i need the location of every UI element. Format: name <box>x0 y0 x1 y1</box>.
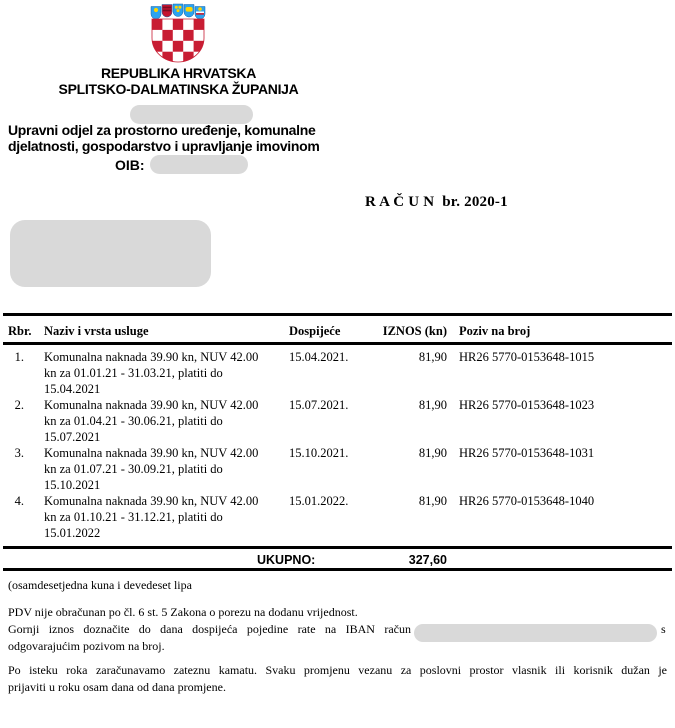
due-date: 15.04.2021. <box>289 350 349 364</box>
service-description <box>44 397 290 445</box>
row-number: 3. <box>14 446 24 460</box>
crown-red-stripe <box>196 13 204 15</box>
croatia-coat-of-arms <box>148 2 208 64</box>
col-iznos: IZNOS (kn) <box>382 324 447 338</box>
description-line: 15.07.2021 <box>44 430 101 444</box>
due-date: 15.10.2021. <box>289 446 349 460</box>
payment-reference: HR26 5770-0153648-1031 <box>459 446 595 460</box>
row-number: 2. <box>14 398 24 412</box>
total-value: 327,60 <box>408 553 447 567</box>
gov-header <box>0 66 357 97</box>
oib-row <box>115 155 248 174</box>
payment-suffix: s <box>661 622 666 636</box>
total-rule <box>3 568 672 571</box>
amount-in-words: (osamdesetjedna kuna i devedeset lipa <box>8 578 192 592</box>
description-line: kn za 01.01.21 - 31.03.21, platiti do <box>44 366 223 380</box>
document-title: R A Č U N br. 2020-1 <box>365 194 508 210</box>
description-line: Komunalna naknada 39.90 kn, NUV 42.00 <box>44 350 259 364</box>
redacted-recipient <box>10 220 211 287</box>
col-naziv: Naziv i vrsta usluge <box>44 324 149 338</box>
table-header-rule <box>3 342 672 345</box>
row-number: 1. <box>14 350 24 364</box>
department-line1: Upravni odjel za prostorno uređenje, komunalne <box>8 122 316 138</box>
department-line2: djelatnosti, gospodarstvo i upravljanje imovinom <box>8 137 320 154</box>
due-date: 15.01.2022. <box>289 494 349 508</box>
department-block <box>8 123 368 154</box>
table-top-rule <box>3 313 672 316</box>
row-number: 4. <box>14 494 24 508</box>
amount: 81,90 <box>418 446 447 460</box>
amount: 81,90 <box>418 350 447 364</box>
description-line: kn za 01.07.21 - 30.09.21, platiti do <box>44 462 223 476</box>
service-description <box>44 349 290 397</box>
description-line: 15.04.2021 <box>44 382 101 396</box>
crown-white-stripe <box>196 12 204 14</box>
country-name: REPUBLIKA HRVATSKA <box>100 65 257 81</box>
table-row <box>0 349 675 397</box>
checkerboard <box>152 19 204 63</box>
table-row <box>0 445 675 493</box>
total-label: UKUPNO: <box>257 553 316 567</box>
service-description <box>44 445 290 493</box>
description-line: Komunalna naknada 39.90 kn, NUV 42.00 <box>44 494 259 508</box>
col-rbr: Rbr. <box>8 324 32 338</box>
col-dospijece: Dospijeće <box>289 324 341 338</box>
late-payment-note-line2: prijaviti u roku osam dana od dana promjene. <box>8 680 226 694</box>
payment-instruction-line1: Gornji iznos doznačite do dana dospijeća pojedine rate na IBAN račun <box>8 622 411 636</box>
description-line: kn za 01.10.21 - 31.12.21, platiti do <box>44 510 223 524</box>
col-poziv: Poziv na broj <box>459 324 531 338</box>
payment-reference: HR26 5770-0153648-1015 <box>459 350 595 364</box>
amount: 81,90 <box>418 494 447 508</box>
table-header-row <box>0 324 675 342</box>
redacted-iban <box>414 624 657 642</box>
pdv-note: PDV nije obračunan po čl. 6 st. 5 Zakona o porezu na dodanu vrijednost. <box>8 605 358 619</box>
service-description <box>44 493 290 541</box>
description-line: 15.10.2021 <box>44 478 101 492</box>
amount: 81,90 <box>418 398 447 412</box>
table-row <box>0 493 675 541</box>
redacted-oib <box>150 155 248 174</box>
coat-of-arms-icon <box>148 2 208 64</box>
table-bottom-rule <box>3 546 672 549</box>
description-line: Komunalna naknada 39.90 kn, NUV 42.00 <box>44 446 259 460</box>
payment-instruction-line2: odgovarajućim pozivom na broj. <box>8 639 165 653</box>
county-name: SPLITSKO-DALMATINSKA ŽUPANIJA <box>58 80 299 97</box>
oib-label: OIB: <box>115 156 145 173</box>
due-date: 15.07.2021. <box>289 398 349 412</box>
description-line: 15.01.2022 <box>44 526 101 540</box>
payment-reference: HR26 5770-0153648-1040 <box>459 494 595 508</box>
payment-reference: HR26 5770-0153648-1023 <box>459 398 595 412</box>
late-payment-note-line1: Po isteku roka zaračunavamo zateznu kamatu. Svaku promjenu vezanu za poslovni prostor vlasnik ili korisnik dužan je <box>8 663 667 677</box>
description-line: Komunalna naknada 39.90 kn, NUV 42.00 <box>44 398 259 412</box>
description-line: kn za 01.04.21 - 30.06.21, platiti do <box>44 414 223 428</box>
table-row <box>0 397 675 445</box>
